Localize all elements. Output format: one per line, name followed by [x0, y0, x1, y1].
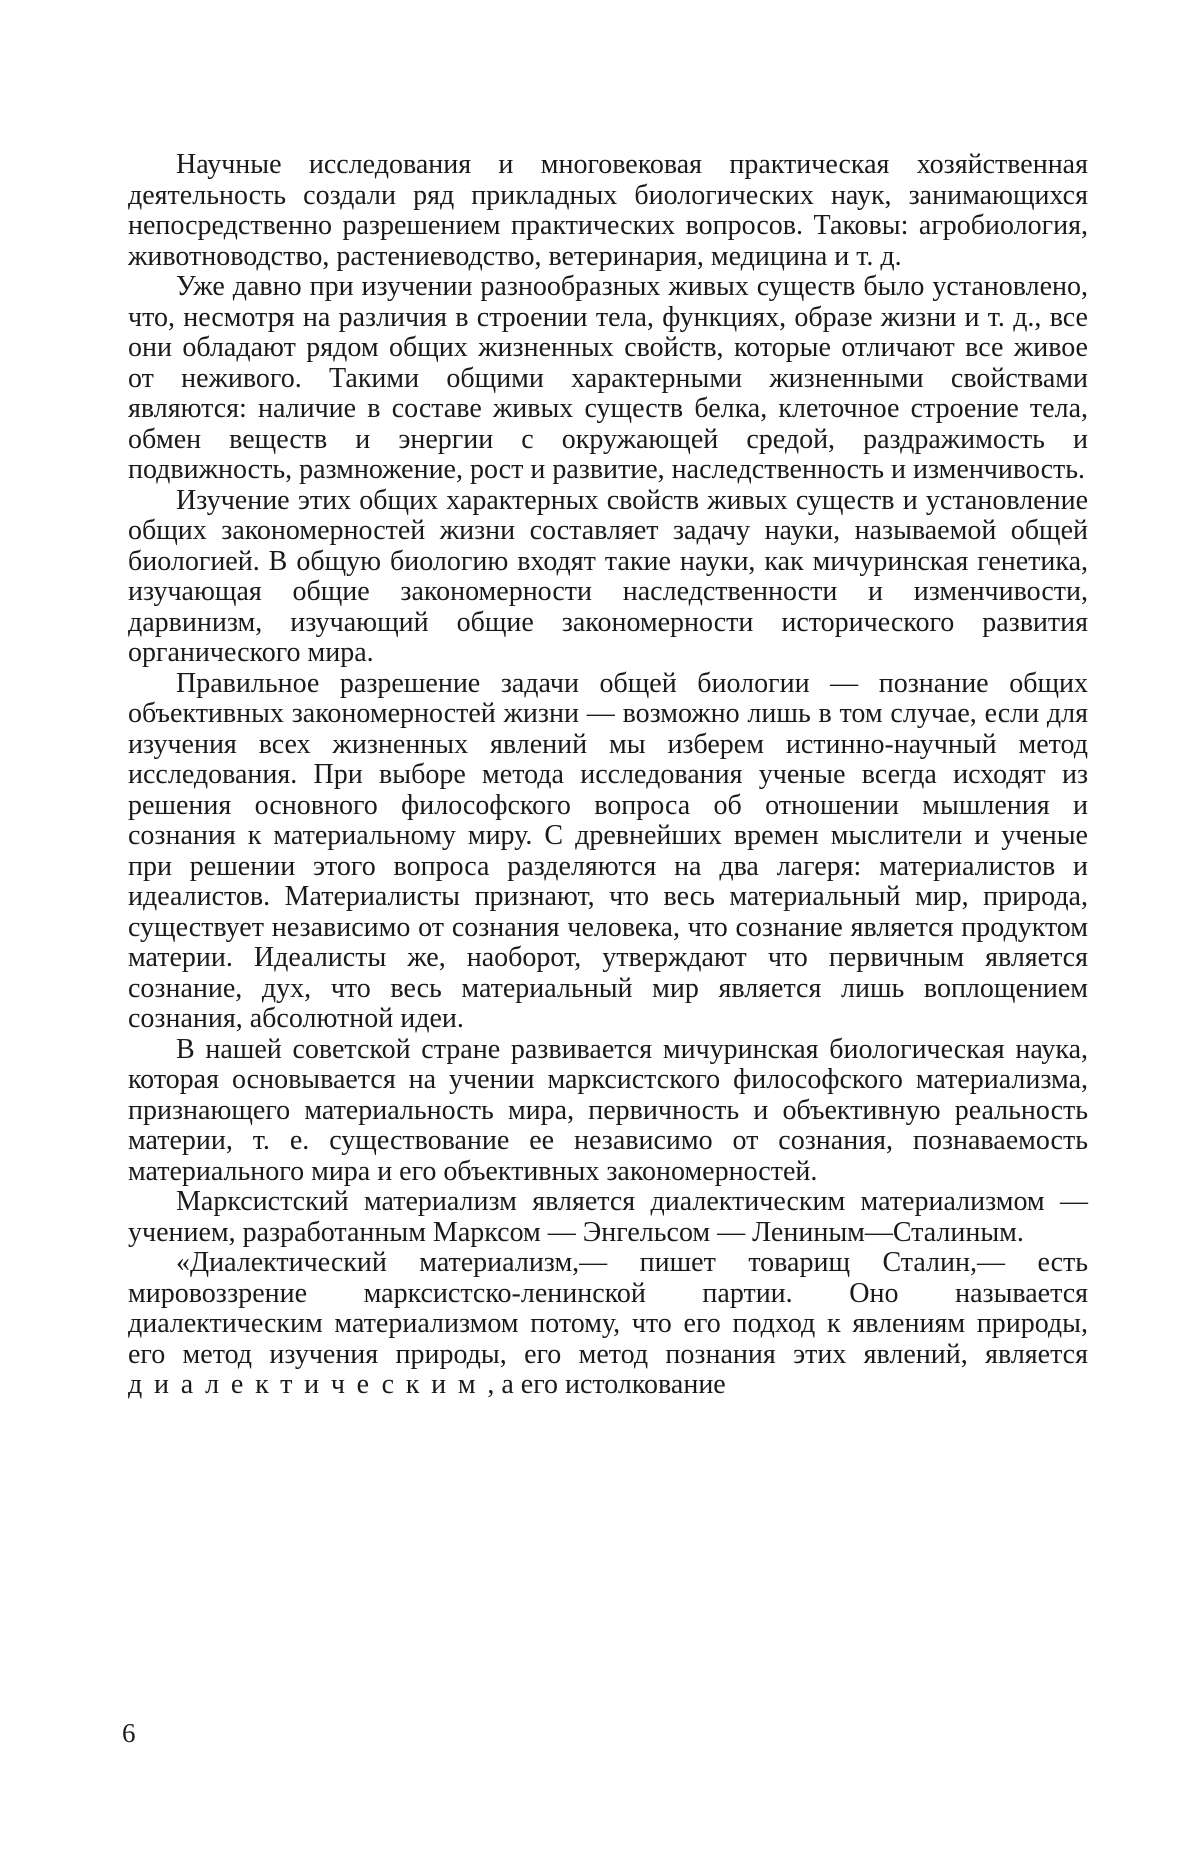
paragraph-stalin-quote [128, 1248, 1088, 1401]
quote-emphasis: диалектическим [128, 1369, 488, 1400]
paragraph-scientific-method: Правильное разрешение задачи общей биологии — познание общих объективных закономерностей жизни — возможно лишь в том случае, если для изучения всех жизненных явлений мы изберем истинно-научный метод исследования. При выборе метода исследования ученые всегда исходят из решения основного философского вопроса об отношении мышления и сознания к материальному миру. С древнейших времен мыслители и ученые при решении этого вопроса разделяются на два лагеря: материалистов и идеалистов. Материалисты признают, что весь материальный мир, природа, существует независимо от сознания человека, что сознание является продуктом материи. Идеалисты же, наоборот, утверждают что первичным является сознание, дух, что весь материальный мир является лишь воплощением сознания, абсолютной идеи. [128, 667, 1088, 1034]
paragraph-applied-sciences: Научные исследования и многовековая практическая хозяйственная деятельность создали ряд прикладных биологических наук, занимающихся непосредственно разрешением практических вопросов. Таковы: агробиология, животноводство, растениеводство, ветеринария, медицина и т. д. [128, 149, 1088, 272]
paragraph-michurin-science: В нашей советской стране развивается мичуринская биологическая наука, которая основывается на учении марксистского философского материализма, признающего материальность мира, первичность и объективную реальность материи, т. е. существование ее независимо от сознания, познаваемость материального мира и его объективных закономерностей. [128, 1033, 1088, 1187]
quote-text-after: , а его истолкование [487, 1369, 726, 1400]
paragraph-life-properties: Уже давно при изучении разнообразных живых существ было установлено, что, несмотря на различия в строении тела, функциях, образе жизни и т. д., все они обладают рядом общих жизненных свойств, которые отличают все живое от неживого. Такими общими характерными жизненными свойствами являются: наличие в составе живых существ белка, клеточное строение тела, обмен веществ и энергии с окружающей средой, раздражимость и подвижность, размножение, рост и развитие, наследственность и изменчивость. [128, 271, 1088, 485]
page-number: 6 [122, 1718, 136, 1748]
paragraph-marxist-materialism: Марксистский материализм является диалектическим материализмом — учением, разработанным Марксом — Энгельсом — Лениным—Сталиным. [128, 1186, 1088, 1248]
paragraph-general-biology: Изучение этих общих характерных свойств живых существ и установление общих закономерностей жизни составляет задачу науки, называемой общей биологией. В общую биологию входят такие науки, как мичуринская генетика, изучающая общие закономерности наследственности и изменчивости, дарвинизм, изучающий общие закономерности исторического развития органического мира. [128, 484, 1088, 668]
quote-text-before: «Диалектический материализм,— пишет товарищ Сталин,— есть мировоззрение марксистско-ленинской партии. Оно называется диалектическим материализмом потому, что его подход к явлениям природы, его метод изучения природы, его метод познания этих явлений, является [128, 1247, 1088, 1370]
main-text [128, 150, 1088, 1401]
